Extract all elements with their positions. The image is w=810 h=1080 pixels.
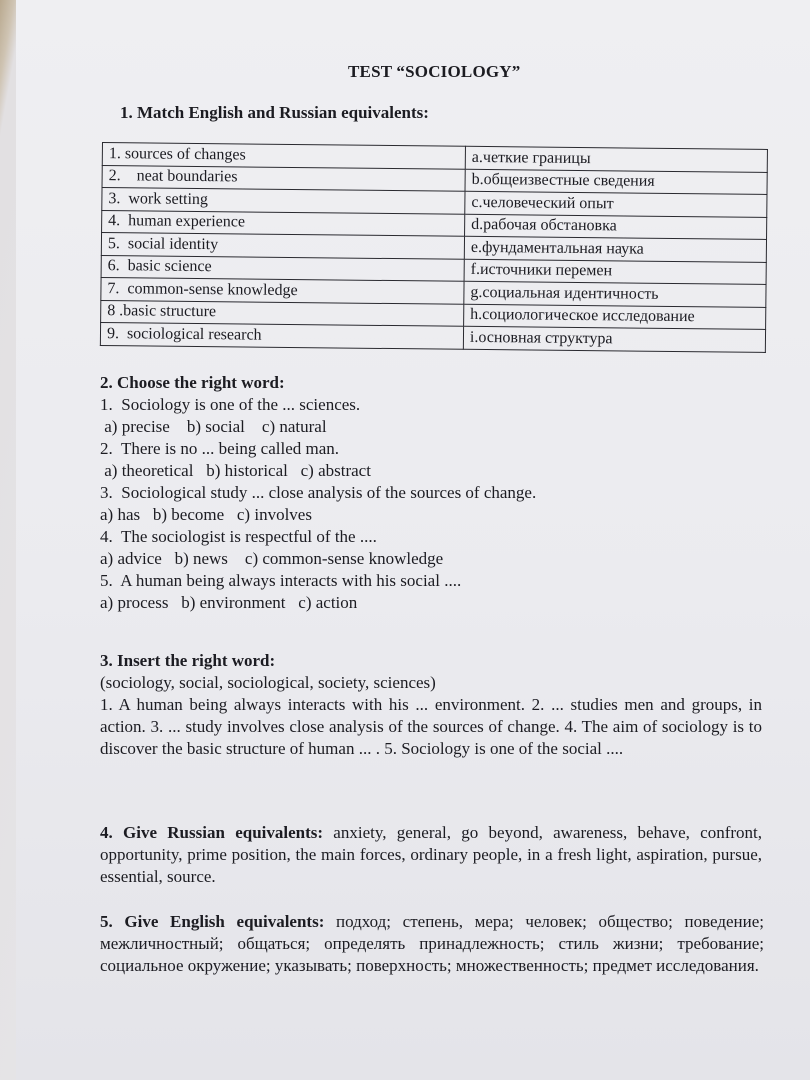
match-table <box>100 142 768 352</box>
russian-term: a.четкие границы <box>465 146 767 172</box>
question-line: 3. Sociological study ... close analysis of the sources of change. <box>100 483 537 502</box>
russian-term: g.социальная идентичность <box>464 281 766 307</box>
russian-term: h.социологическое исследование <box>464 304 766 330</box>
english-term: 2. neat boundaries <box>102 165 465 191</box>
section-3 <box>100 650 762 760</box>
english-term: 8 .basic structure <box>101 300 464 326</box>
section-3-heading: 3. Insert the right word: <box>100 651 276 670</box>
section-3-text: 1. A human being always interacts with his ... environment. 2. ... studies men and groups, in action. 3. ... study involves close analysis of the sources of change. 4. The aim of sociology is to discover the basic structure of human ... . 5. Sociology is one of the social .... <box>100 695 762 758</box>
section-4-text: anxiety, general, go beyond, awareness, behave, confront, opportunity, prime position, the main forces, ordinary people, in a fresh light, aspiration, pursue, essential, source. <box>100 823 762 886</box>
english-term: 7. common-sense knowledge <box>101 277 464 303</box>
question-line: 5. A human being always interacts with his social .... <box>100 571 462 590</box>
english-term: 4. human experience <box>102 210 465 236</box>
page-title: TEST “SOCIOLOGY” <box>348 62 521 81</box>
section-5-text: подход; степень, мера; человек; общество; поведение; межличностный; общаться; определять принадлежность; стиль жизни; требование; социальное окружение; указывать; поверхность; множественность; предмет исследования. <box>100 912 765 975</box>
question-line: 1. Sociology is one of the ... sciences. <box>100 395 361 414</box>
section-4-heading: 4. Give Russian equivalents: <box>100 823 324 842</box>
section-2 <box>100 372 740 614</box>
english-term: 3. work setting <box>102 188 465 214</box>
russian-term: i.основная структура <box>463 326 765 352</box>
section-4 <box>100 822 762 888</box>
options-line: a) precise b) social c) natural <box>100 417 327 436</box>
english-term: 6. basic science <box>101 255 464 281</box>
options-line: a) process b) environment c) action <box>100 593 358 612</box>
russian-term: e.фундаментальная наука <box>464 236 766 262</box>
russian-term: f.источники перемен <box>464 259 766 285</box>
section-5-heading: 5. Give English equivalents: <box>100 912 325 931</box>
english-term: 1. sources of changes <box>102 143 465 169</box>
question-line: 2. There is no ... being called man. <box>100 439 340 458</box>
section-1-heading: 1. Match English and Russian equivalents: <box>120 103 429 122</box>
section-5 <box>100 911 764 977</box>
russian-term: b.общеизвестные сведения <box>465 169 767 195</box>
section-2-heading: 2. Choose the right word: <box>100 373 285 392</box>
russian-term: c.человеческий опыт <box>465 191 767 217</box>
options-line: a) theoretical b) historical c) abstract <box>100 461 371 480</box>
options-line: a) advice b) news c) common-sense knowledge <box>100 549 444 568</box>
options-line: a) has b) become c) involves <box>100 505 312 524</box>
english-term: 9. sociological research <box>100 322 463 348</box>
russian-term: d.рабочая обстановка <box>465 214 767 240</box>
word-options: (sociology, social, sociological, society, sciences) <box>100 673 436 692</box>
english-term: 5. social identity <box>101 233 464 259</box>
question-line: 4. The sociologist is respectful of the .... <box>100 527 377 546</box>
